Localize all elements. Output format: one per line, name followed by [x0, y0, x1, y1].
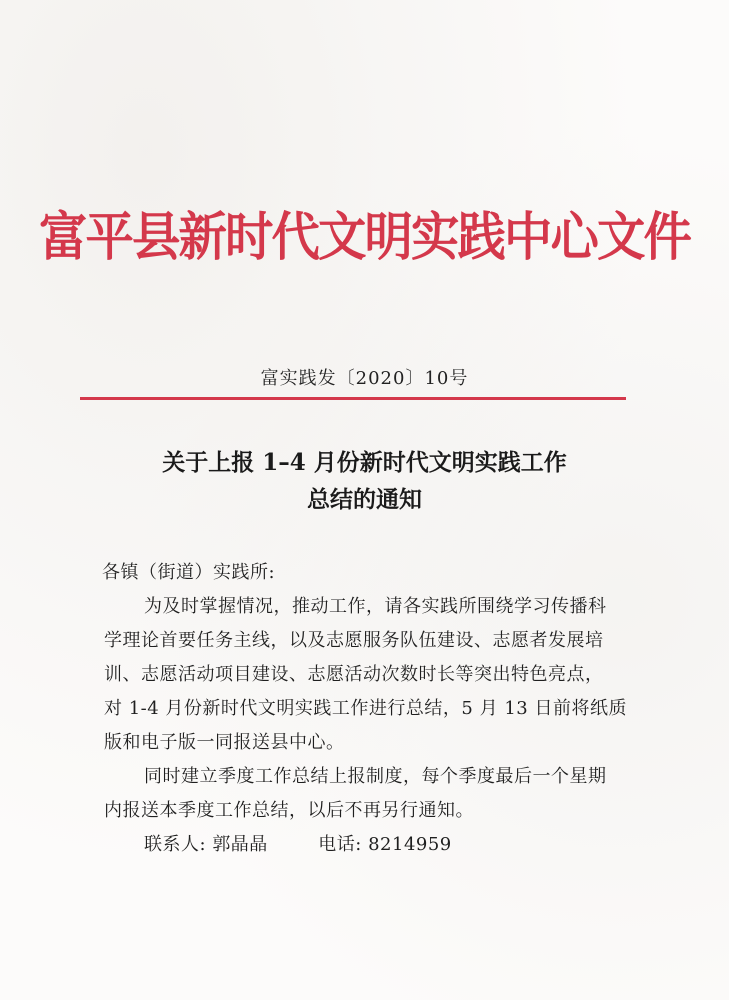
red-divider-line — [80, 397, 626, 400]
notice-body — [104, 556, 664, 862]
document-number: 富实践发〔2020〕10号 — [260, 368, 469, 389]
contact-line — [104, 828, 664, 862]
notice-title-line-2: 总结的通知 — [307, 486, 422, 513]
notice-title-line-1: 关于上报 1–4 月份新时代文明实践工作 — [162, 449, 567, 476]
salutation: 各镇（街道）实践所: — [102, 562, 276, 583]
paragraph-1-line-2: 学理论首要任务主线，以及志愿服务队伍建设、志愿者发展培 — [104, 630, 604, 651]
masthead-title: 富平县新时代文明实践中心文件 — [38, 207, 690, 268]
contact-person-label: 联系人: — [144, 834, 207, 855]
paragraph-2-line-2: 内报送本季度工作总结，以后不再另行通知。 — [104, 800, 474, 821]
paragraph-1-line-1: 为及时掌握情况，推动工作，请各实践所围绕学习传播科 — [144, 596, 607, 617]
notice-title — [0, 444, 729, 518]
paragraph-2 — [104, 760, 664, 828]
paragraph-2-line-1: 同时建立季度工作总结上报制度，每个季度最后一个星期 — [144, 766, 607, 787]
paragraph-1 — [104, 590, 664, 760]
contact-phone: 8214959 — [368, 834, 452, 855]
contact-person: 郭晶晶 — [212, 834, 268, 855]
paragraph-1-line-5: 版和电子版一同报送县中心。 — [104, 732, 345, 753]
paragraph-1-line-4: 对 1-4 月份新时代文明实践工作进行总结，5 月 13 日前将纸质 — [104, 698, 627, 719]
paragraph-1-line-3: 训、志愿活动项目建设、志愿活动次数时长等突出特色亮点， — [104, 664, 604, 685]
contact-phone-label: 电话: — [318, 834, 362, 855]
